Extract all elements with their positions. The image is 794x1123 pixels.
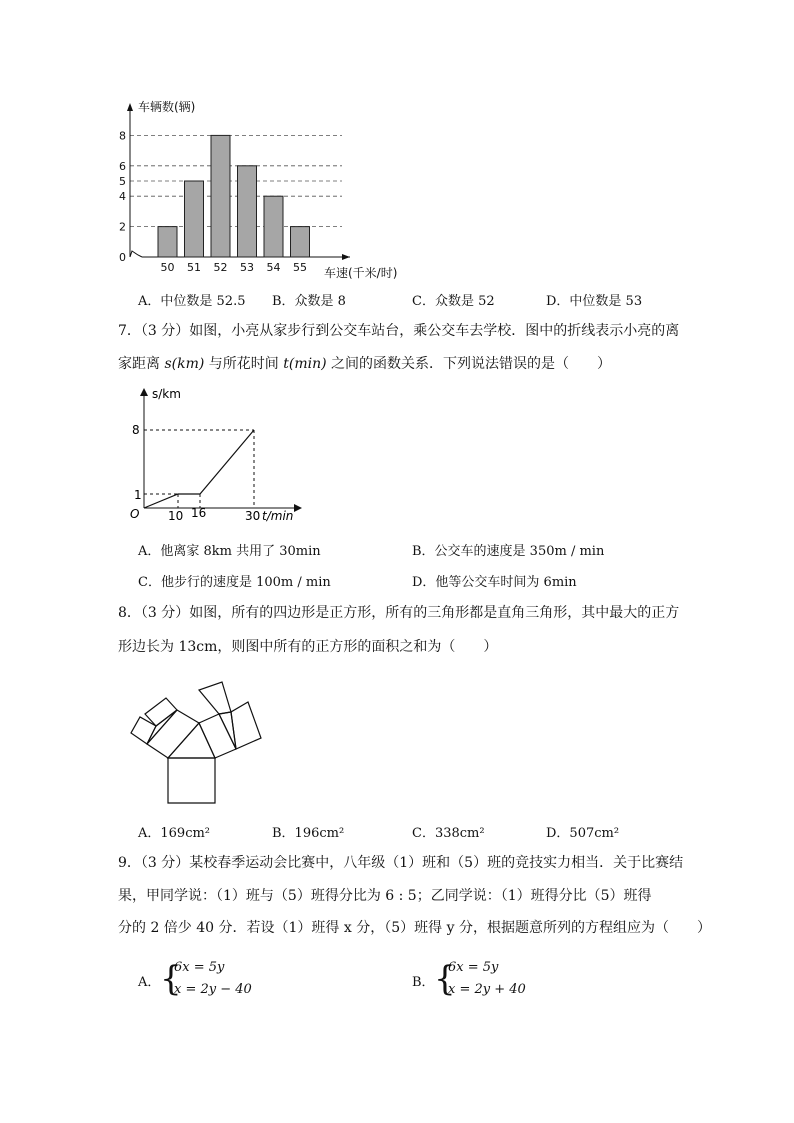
largest-square: [168, 758, 215, 803]
q8-option-c[interactable]: C．338cm²: [412, 826, 485, 841]
x-tick-label-50: 50: [160, 261, 175, 274]
distance-time-graph: [120, 384, 310, 526]
origin-label: O: [130, 507, 140, 521]
bar-52: [211, 135, 230, 257]
base-triangle: [168, 723, 215, 758]
q9-option-a-eq1: 6x = 5y: [174, 960, 225, 975]
q9-option-b[interactable]: [412, 958, 612, 1004]
x-axis-arrow-icon: [342, 254, 350, 260]
right-side-square: [231, 702, 261, 749]
bar-51: [185, 181, 204, 257]
q8-stem-line2: 形边长为 13cm，则图中所有的正方形的面积之和为（ ）: [118, 639, 498, 655]
y-tick-label-8: 8: [119, 129, 126, 143]
q6-option-d[interactable]: D．中位数是 53: [546, 294, 643, 309]
q7-var-s: s(km): [164, 356, 205, 372]
q8-stem-line1: 8．（3 分）如图，所有的四边形是正方形，所有的三角形都是直角三角形，其中最大的正方: [118, 605, 680, 621]
x-axis-label: t/min: [262, 509, 294, 523]
y-tick-label-4: 4: [119, 190, 126, 204]
q7-text-a: 家距离: [118, 356, 165, 372]
q7-option-c[interactable]: C．他步行的速度是 100m / min: [138, 575, 331, 590]
brace-icon: {: [434, 959, 456, 999]
speed-bar-chart: [110, 95, 420, 285]
q8-option-a[interactable]: A．169cm²: [138, 826, 211, 841]
y-tick-label-0: 0: [119, 251, 126, 264]
x-tick-label-53: 53: [240, 261, 254, 274]
x-tick-label-54: 54: [266, 261, 281, 274]
y-tick-label-6: 6: [119, 159, 126, 173]
y-axis-label: s/km: [152, 387, 181, 401]
x-tick-30: 30: [245, 509, 261, 523]
q7-text-c: 之间的函数关系．下列说法错误的是（ ）: [326, 356, 612, 372]
q7-stem-line2: [118, 354, 611, 374]
q7-option-a[interactable]: A．他离家 8km 共用了 30min: [138, 544, 321, 559]
q8-option-d[interactable]: D．507cm²: [546, 826, 620, 841]
chart-x-axis-title: 车速(千米/时): [324, 266, 398, 280]
axis-break-icon: [130, 251, 142, 257]
q9-option-b-label: B．: [412, 975, 435, 990]
x-tick-label-55: 55: [293, 261, 307, 274]
left-upper-square: [145, 698, 177, 726]
bar-55: [291, 227, 310, 257]
x-tick-label-51: 51: [187, 261, 201, 274]
q9-stem-line2: 果，甲同学说：（1）班与（5）班得分比为 6 : 5；乙同学说：（1）班得分比（5）班得: [118, 888, 652, 904]
x-tick-16: 16: [191, 506, 207, 520]
q6-option-b[interactable]: B．众数是 8: [272, 294, 346, 309]
y-tick-label-5: 5: [119, 175, 126, 188]
right-top-square: [199, 682, 231, 714]
q9-option-a-eq2: x = 2y − 40: [174, 982, 252, 997]
x-tick-label-52: 52: [213, 261, 228, 274]
left-square: [147, 710, 199, 758]
bar-50: [158, 227, 177, 257]
q9-option-b-eq2: x = 2y + 40: [448, 982, 526, 997]
brace-icon: {: [160, 959, 182, 999]
bar-53: [238, 166, 257, 257]
right-square: [199, 714, 236, 758]
q9-option-a-label: A．: [138, 975, 161, 990]
q7-stem-line1: 7．（3 分）如图，小亮从家步行到公交车站台，乘公交车去学校．图中的折线表示小亮的离: [118, 323, 680, 339]
q6-option-c[interactable]: C．众数是 52: [412, 294, 495, 309]
bar-54: [264, 196, 283, 257]
q7-var-t: t(min): [283, 356, 327, 372]
chart-y-axis-title: 车辆数(辆): [138, 100, 196, 114]
q9-stem-line1: 9．（3 分）某校春季运动会比赛中，八年级（1）班和（5）班的竞技实力相当．关于比赛结: [118, 855, 684, 871]
q7-option-b[interactable]: B．公交车的速度是 350m / min: [412, 544, 605, 559]
y-tick-8: 8: [132, 423, 140, 437]
q6-option-a[interactable]: A．中位数是 52.5: [138, 294, 246, 309]
y-tick-label-2: 2: [119, 220, 126, 234]
q9-stem-line3: 分的 2 倍少 40 分．若设（1）班得 x 分，（5）班得 y 分，根据题意所列的方程组应为（ ）: [118, 920, 711, 936]
q7-text-b: 与所花时间: [204, 356, 284, 372]
pythagoras-tree-figure: [118, 672, 268, 806]
distance-polyline: [144, 430, 254, 508]
y-tick-1: 1: [134, 488, 142, 502]
q8-option-b[interactable]: B．196cm²: [272, 826, 345, 841]
q9-option-a[interactable]: [138, 958, 338, 1004]
q7-option-d[interactable]: D．他等公交车时间为 6min: [412, 575, 577, 590]
left-small-triangle: [147, 710, 177, 744]
y-axis-arrow-icon: [127, 103, 133, 111]
x-tick-10: 10: [168, 509, 184, 523]
q9-option-b-eq1: 6x = 5y: [448, 960, 499, 975]
